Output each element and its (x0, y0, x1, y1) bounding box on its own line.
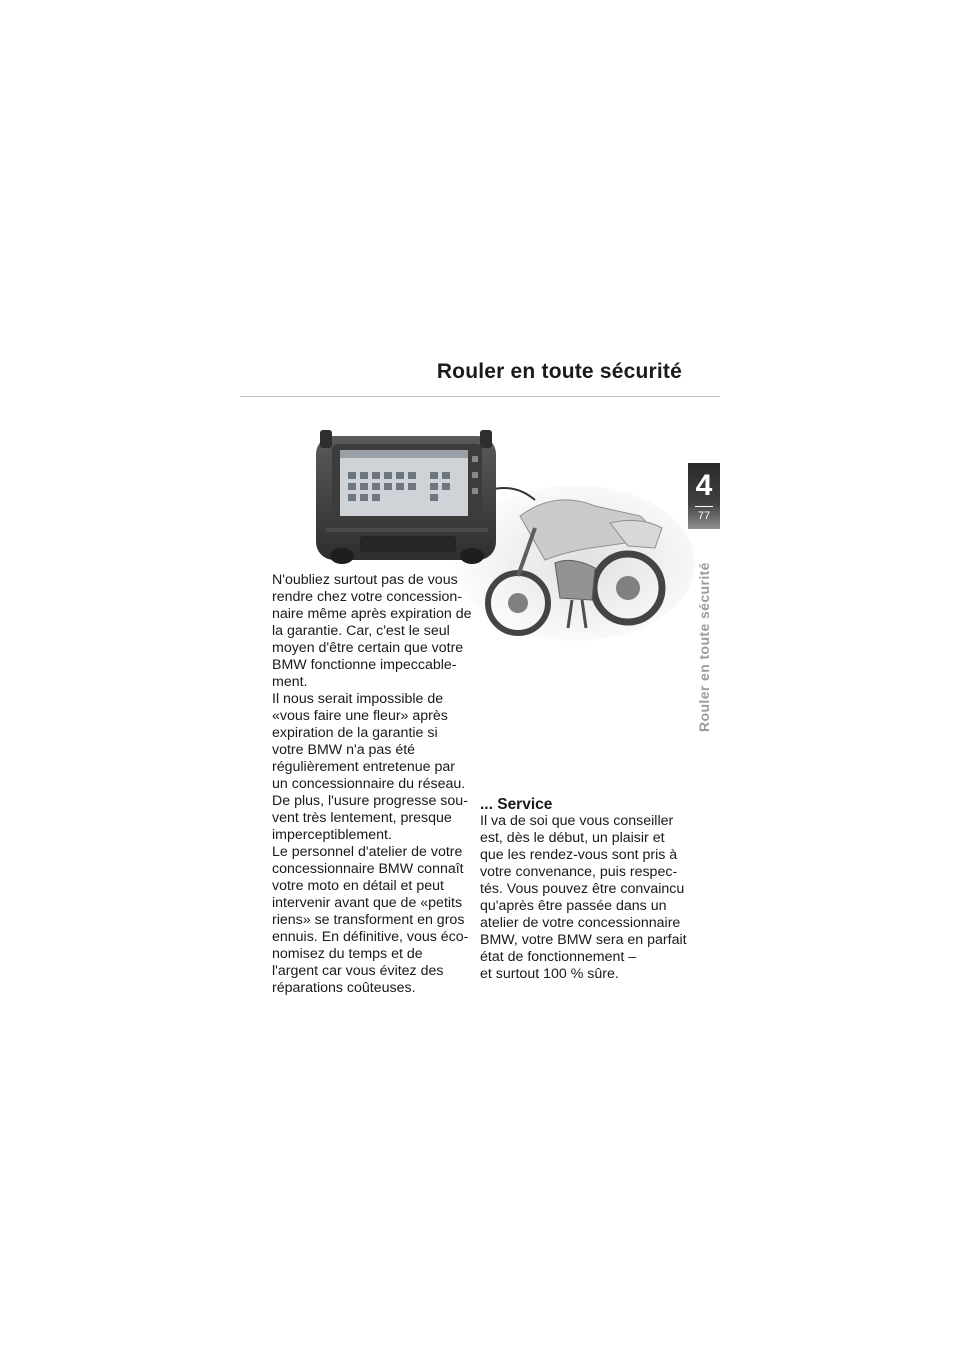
paragraph: et surtout 100 % sûre. (480, 966, 619, 982)
page-title: Rouler en toute sécurité (436, 360, 682, 383)
paragraph: Il nous serait impossible de «vous faire une fleur» après expiration de la garantie si votre BMW n'a pas été régulièrement entretenue par un concessionnaire du réseau. (272, 691, 466, 792)
header-divider (240, 396, 720, 397)
right-column (480, 796, 690, 983)
paragraph: Le personnel d'atelier de votre concessionnaire BMW connaît votre moto en détail et peut intervenir avant que de «petits riens» se transforment en gros ennuis. En définitive, vous économisez du temps et de l'argent car vous évitez des réparations coûteuses. (272, 844, 469, 996)
diagnostic-tester-image (316, 430, 496, 564)
paragraph: N'oubliez surtout pas de vous rendre chez votre concessionnaire même après expiration de la garantie. Car, c'est le seul moyen d'être certain que votre BMW fonctionne impeccablement. (272, 572, 472, 690)
chapter-number: 4 (695, 469, 713, 502)
paragraph: Il va de soi que vous conseiller est, dès le début, un plaisir et que les rendez-vous sont pris à votre convenance, puis respectés. Vous pouvez être convaincu qu'après être passée dans un atelier de votre concessionnaire BMW, votre BMW sera en parfait état de fonctionnement – (480, 813, 687, 965)
section-heading: ... Service (480, 796, 553, 813)
paragraph: De plus, l'usure progresse souvent très lentement, presque imperceptiblement. (272, 793, 468, 843)
left-column (272, 572, 472, 997)
page-number: 77 (697, 510, 711, 522)
side-chapter-label: Rouler en toute sécurité (696, 562, 712, 732)
